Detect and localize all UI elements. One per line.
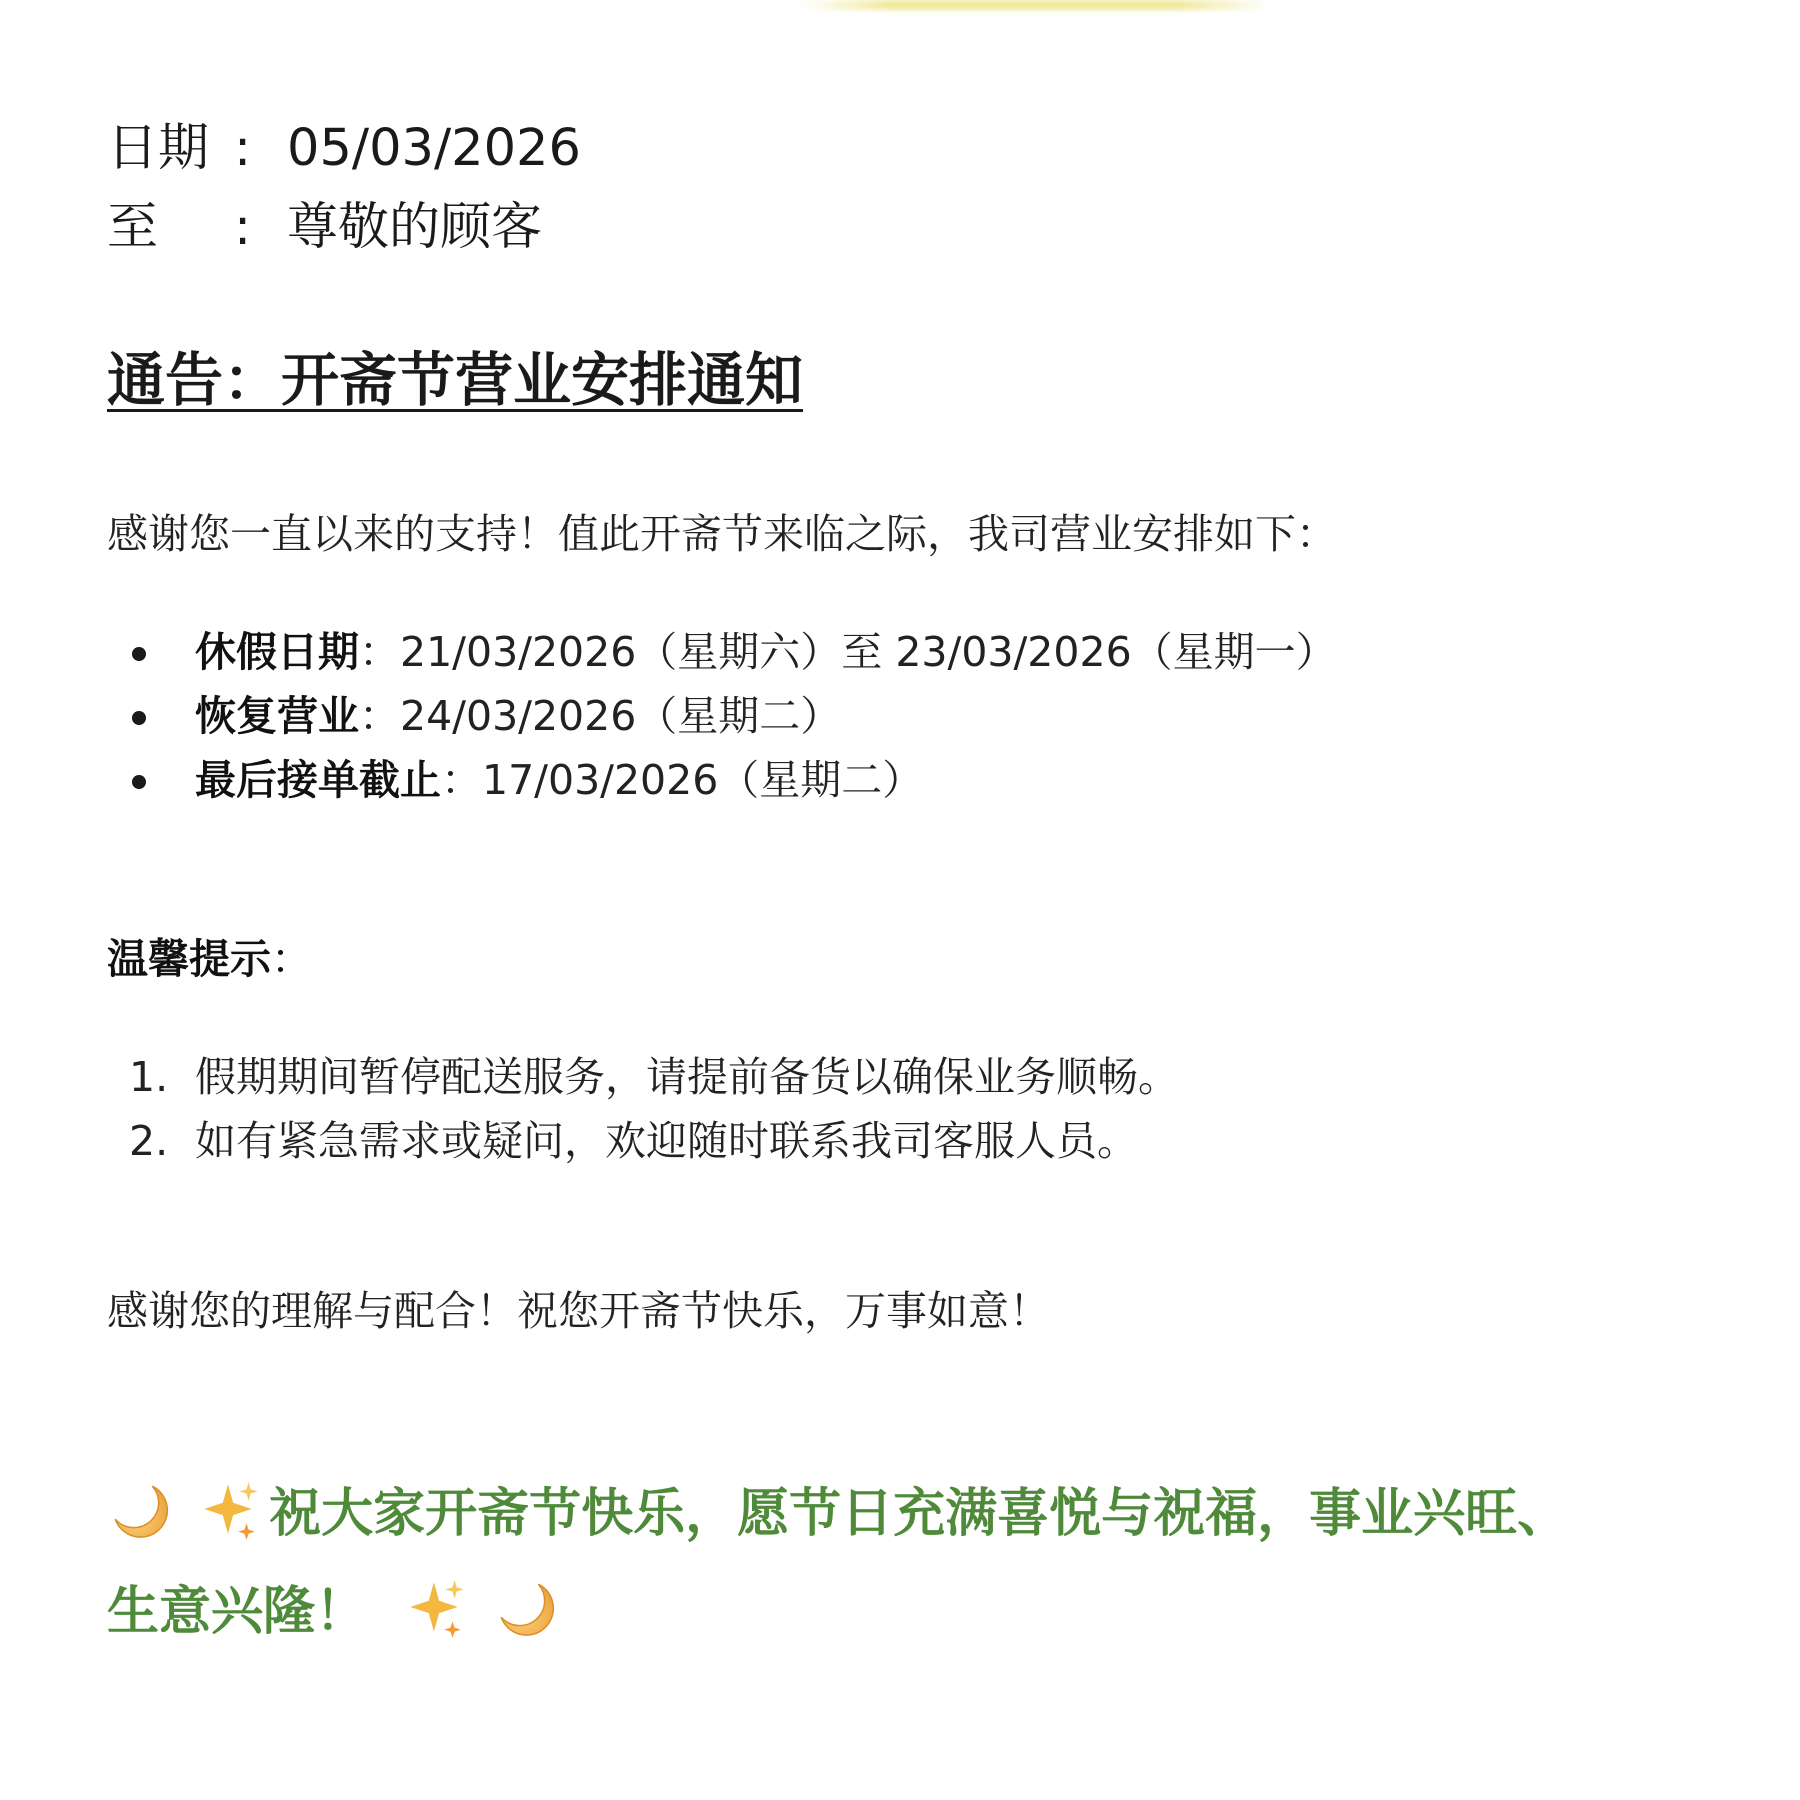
greeting-line-2	[107, 1563, 1707, 1661]
recipient-value: 尊敬的顾客	[287, 198, 543, 257]
date-value: 05/03/2026	[287, 119, 581, 178]
sparkles-icon	[197, 1478, 263, 1544]
schedule-value: ：17/03/2026（星期二）	[441, 756, 924, 804]
tips-heading	[107, 930, 312, 988]
item-number: 1.	[129, 1053, 169, 1101]
closing-paragraph: 感谢您的理解与配合！祝您开斋节快乐，万事如意！	[107, 1287, 1050, 1335]
item-number: 2.	[129, 1117, 169, 1165]
tip-text: 如有紧急需求或疑问，欢迎随时联系我司客服人员。	[195, 1117, 1138, 1165]
tip-text: 假期期间暂停配送服务，请提前备货以确保业务顺畅。	[195, 1053, 1179, 1101]
tips-heading-text: 温馨提示	[107, 935, 271, 983]
sparkles-icon	[403, 1576, 469, 1642]
top-decoration	[800, 0, 1270, 10]
date-label: 日期	[107, 119, 210, 178]
recipient-label: 至	[107, 198, 159, 257]
greeting-text-2: 生意兴隆！	[107, 1582, 368, 1642]
schedule-label: 最后接单截止	[195, 756, 441, 804]
schedule-label: 恢复营业	[195, 692, 359, 740]
tips-heading-colon: ：	[271, 935, 312, 983]
intro-paragraph: 感谢您一直以来的支持！值此开斋节来临之际，我司营业安排如下：	[107, 510, 1337, 558]
schedule-label: 休假日期	[195, 628, 359, 676]
greeting-text-1: 祝大家开斋节快乐，愿节日充满喜悦与祝福，事业兴旺、	[269, 1484, 1570, 1544]
bullet-icon	[132, 647, 146, 661]
notice-title: 通告：开斋节营业安排通知	[107, 346, 804, 414]
schedule-value: ：24/03/2026（星期二）	[359, 692, 842, 740]
crescent-moon-icon	[107, 1478, 173, 1544]
date-colon: :	[234, 119, 252, 178]
bullet-icon	[132, 711, 146, 725]
crescent-moon-icon	[493, 1576, 559, 1642]
greeting-line-1	[107, 1465, 1707, 1563]
bullet-icon	[132, 775, 146, 789]
schedule-value: ：21/03/2026（星期六）至 23/03/2026（星期一）	[359, 628, 1337, 676]
festive-greeting	[107, 1465, 1707, 1661]
recipient-colon: :	[234, 198, 252, 257]
